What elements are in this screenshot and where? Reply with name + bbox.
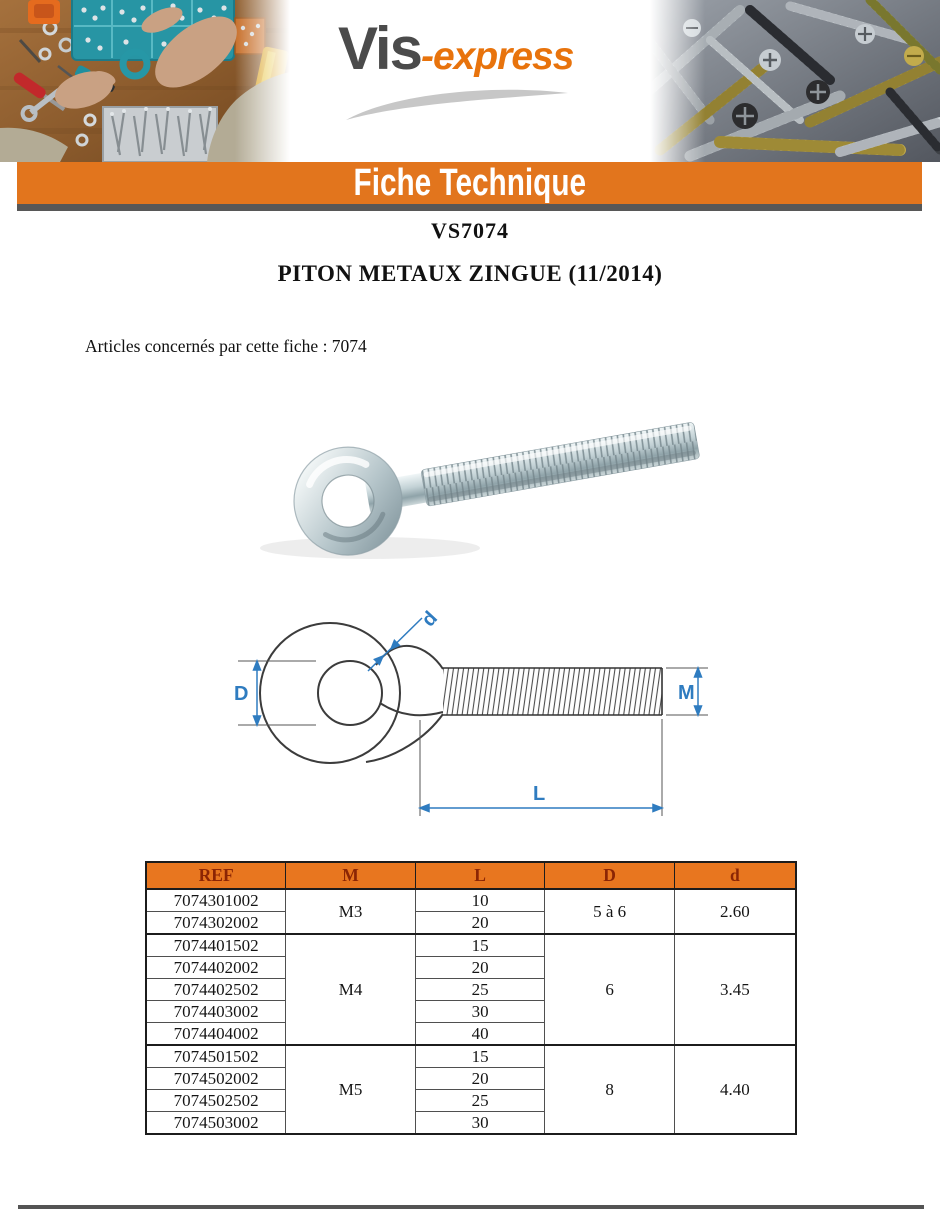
- ref-cell: 7074401502: [146, 934, 286, 957]
- ref-cell: 7074502002: [146, 1068, 286, 1090]
- spec-table-container: [145, 861, 797, 1135]
- dim-label-M: M: [678, 682, 695, 704]
- dim-label-D: D: [234, 683, 249, 705]
- length-cell: 20: [415, 957, 545, 979]
- product-title: PITON METAUX ZINGUE (11/2014): [277, 261, 663, 286]
- table-row: [146, 934, 796, 957]
- length-cell: 40: [415, 1023, 545, 1046]
- dim-label-d: d: [417, 607, 442, 632]
- header-row: [146, 862, 796, 889]
- vis-express-logo: [330, 14, 630, 124]
- col-header-d-upper: D: [545, 862, 675, 889]
- eye-diameter-cell: 8: [545, 1045, 675, 1134]
- length-cell: 15: [415, 1045, 545, 1068]
- length-cell: 20: [415, 912, 545, 935]
- ref-cell: 7074502502: [146, 1090, 286, 1112]
- articles-note: Articles concernés par cette fiche : 7074: [85, 336, 367, 356]
- eye-diameter-cell: 5 à 6: [545, 889, 675, 934]
- ref-cell: 7074503002: [146, 1112, 286, 1135]
- page-bottom-rule: [18, 1205, 924, 1209]
- col-header-l: L: [415, 862, 545, 889]
- ref-cell: 7074302002: [146, 912, 286, 935]
- ref-cell: 7074501502: [146, 1045, 286, 1068]
- length-cell: 20: [415, 1068, 545, 1090]
- workbench-photo: [0, 0, 290, 162]
- fiche-technique-banner: [17, 162, 922, 204]
- dim-label-L: L: [533, 783, 546, 805]
- m-cell: M4: [286, 934, 416, 1045]
- logo-text-primary: Vis: [338, 15, 421, 82]
- reference-code: VS7074: [430, 218, 510, 243]
- ref-cell: 7074402502: [146, 979, 286, 1001]
- logo-text-secondary: -express: [420, 35, 574, 78]
- ref-cell: 7074404002: [146, 1023, 286, 1046]
- product-photo-eye-screw: [220, 380, 720, 570]
- spec-table: [145, 861, 797, 1135]
- eye-diameter-cell: 6: [545, 934, 675, 1045]
- ref-cell: 7074403002: [146, 1001, 286, 1023]
- table-row: [146, 1045, 796, 1068]
- screws-pile-photo: [650, 0, 940, 162]
- banner-underline: [17, 204, 922, 211]
- col-header-ref: REF: [146, 862, 286, 889]
- table-row: [146, 889, 796, 912]
- length-cell: 10: [415, 889, 545, 912]
- wire-diameter-cell: 2.60: [674, 889, 796, 934]
- length-cell: 15: [415, 934, 545, 957]
- col-header-d-lower: d: [674, 862, 796, 889]
- length-cell: 25: [415, 1090, 545, 1112]
- col-header-m: M: [286, 862, 416, 889]
- dimension-diagram: [230, 588, 720, 836]
- m-cell: M3: [286, 889, 416, 934]
- m-cell: M5: [286, 1045, 416, 1134]
- length-cell: 30: [415, 1001, 545, 1023]
- logo-swoosh: [342, 84, 572, 124]
- banner-title: Fiche Technique: [353, 161, 586, 204]
- ref-cell: 7074301002: [146, 889, 286, 912]
- length-cell: 30: [415, 1112, 545, 1135]
- wire-diameter-cell: 3.45: [674, 934, 796, 1045]
- length-cell: 25: [415, 979, 545, 1001]
- wire-diameter-cell: 4.40: [674, 1045, 796, 1134]
- ref-cell: 7074402002: [146, 957, 286, 979]
